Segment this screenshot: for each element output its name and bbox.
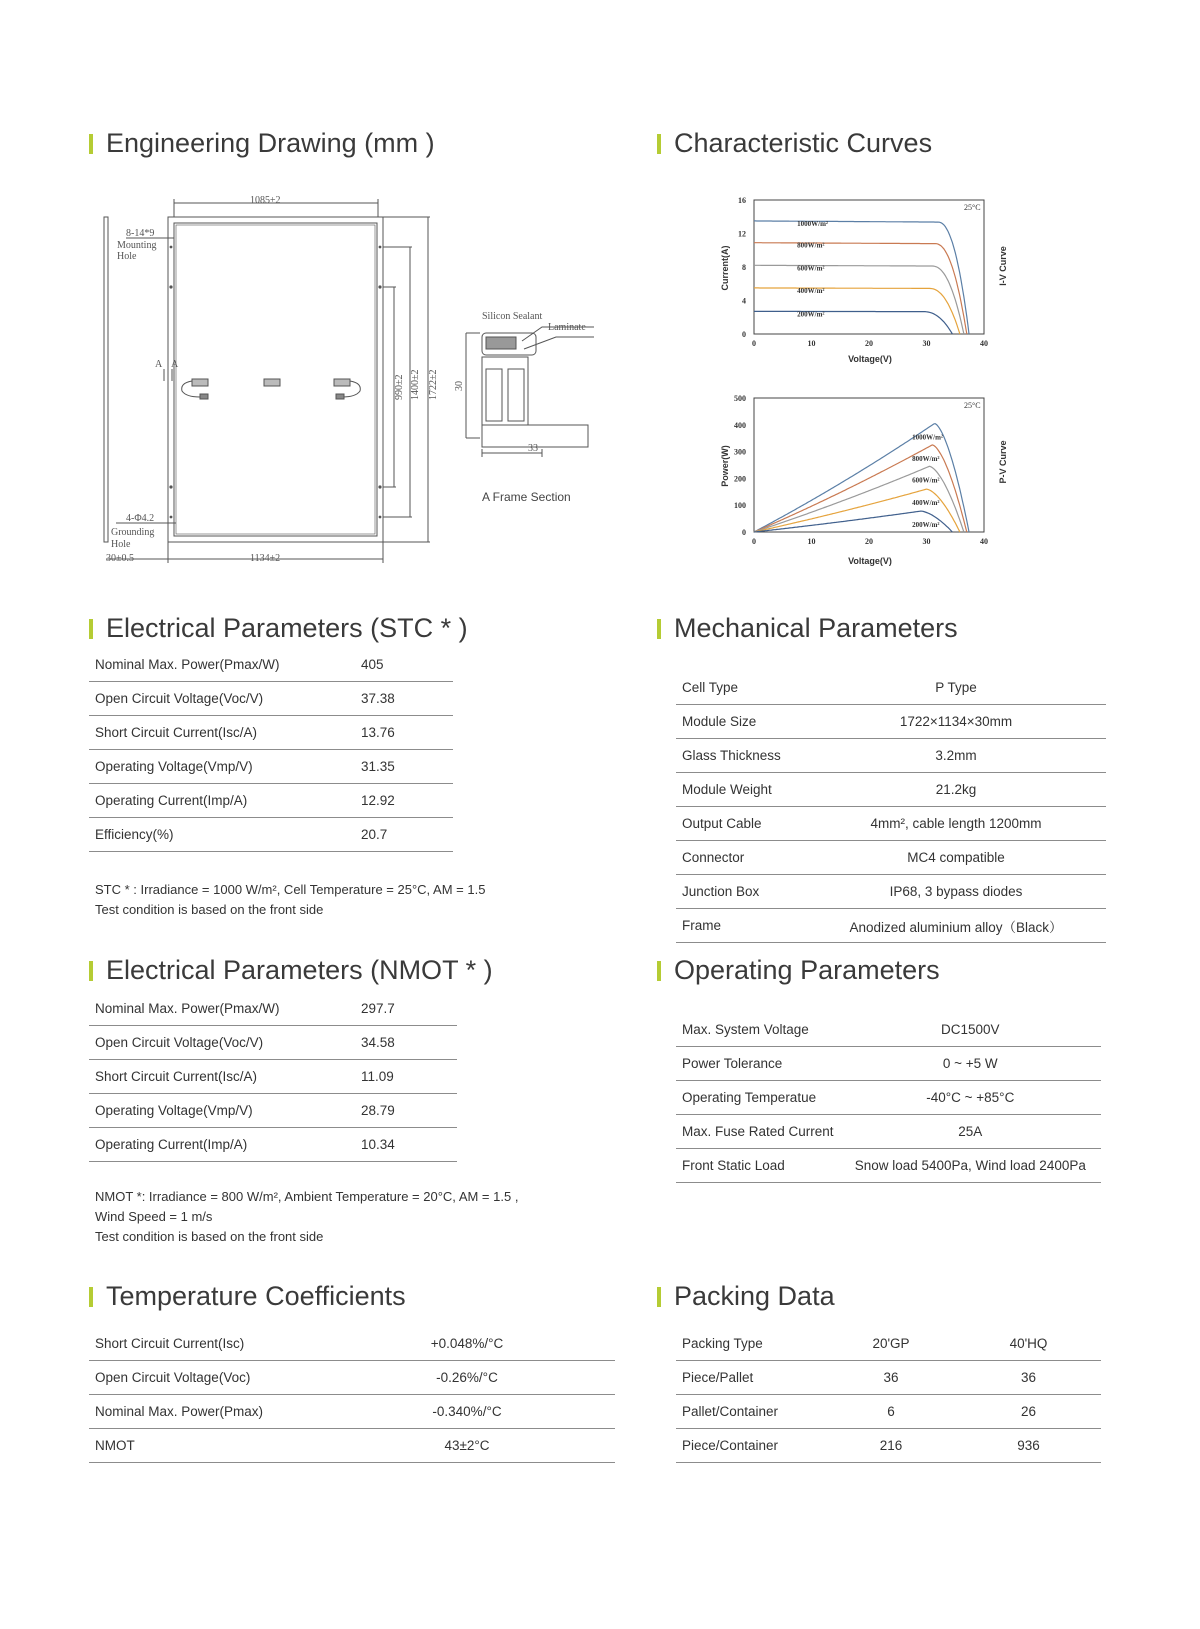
temperature-row-value: -0.26%/°C — [319, 1361, 615, 1395]
operating-row-label: Front Static Load — [676, 1149, 840, 1183]
iv-series-label: 800W/m² — [797, 241, 825, 250]
pv-x-tick: 20 — [865, 537, 873, 546]
iv-series-line — [754, 221, 969, 334]
pv-x-tick: 40 — [980, 537, 988, 546]
pv-y-tick: 100 — [734, 501, 746, 511]
operating-row-label: Operating Temperatue — [676, 1081, 840, 1115]
stc-row-label: Efficiency(%) — [89, 818, 321, 852]
stc-table — [89, 648, 453, 852]
packing-row-label: Piece/Pallet — [676, 1361, 826, 1395]
stc-row — [89, 648, 453, 682]
operating-row — [676, 1047, 1101, 1081]
stc-row — [89, 750, 453, 784]
nmot-row-value: 34.58 — [321, 1026, 457, 1060]
temperature-row — [89, 1361, 615, 1395]
iv-side-label: I-V Curve — [998, 246, 1008, 286]
stc-row-label: Open Circuit Voltage(Voc/V) — [89, 682, 321, 716]
nmot-row — [89, 1026, 457, 1060]
mounting-hole-label-b: Mounting — [117, 240, 157, 251]
pv-series-label: 600W/m² — [912, 476, 940, 485]
temperature-row-label: NMOT — [89, 1429, 319, 1463]
section-marker-a-left: A — [155, 359, 163, 370]
iv-x-tick: 20 — [865, 339, 873, 348]
mechanical-row-value: 1722×1134×30mm — [806, 705, 1106, 739]
iv-x-tick: 0 — [752, 339, 756, 348]
nmot-row-value: 11.09 — [321, 1060, 457, 1094]
pv-x-tick: 0 — [752, 537, 756, 546]
operating-table — [676, 1013, 1101, 1183]
operating-row-value: -40°C ~ +85°C — [840, 1081, 1101, 1115]
pv-y-tick: 500 — [734, 394, 746, 403]
pv-y-tick: 300 — [734, 447, 746, 457]
packing-row-label: Pallet/Container — [676, 1395, 826, 1429]
mounting-hole-label-a: 8-14*9 — [126, 228, 155, 239]
nmot-row-label: Operating Voltage(Vmp/V) — [89, 1094, 321, 1128]
iv-y-tick: 4 — [742, 296, 746, 306]
iv-temp-label: 25°C — [964, 203, 981, 212]
grounding-hole-label-a: 4-Φ4.2 — [126, 513, 155, 524]
frame-30-label: 30 — [454, 381, 465, 391]
dim-30-label: 30±0.5 — [106, 553, 134, 564]
nmot-row-label: Nominal Max. Power(Pmax/W) — [89, 992, 321, 1026]
mechanical-row-value: Anodized aluminium alloy（Black） — [806, 909, 1106, 943]
packing-row — [676, 1429, 1101, 1463]
temperature-row-value: +0.048%/°C — [319, 1327, 615, 1361]
pv-temp-label: 25°C — [964, 401, 981, 410]
temperature-row-value: -0.340%/°C — [319, 1395, 615, 1429]
packing-row — [676, 1395, 1101, 1429]
stc-note-line-1: STC * : Irradiance = 1000 W/m², Cell Temperature = 25°C, AM = 1.5 — [95, 882, 486, 897]
iv-series-label: 600W/m² — [797, 264, 825, 273]
stc-row — [89, 784, 453, 818]
pv-x-tick: 10 — [807, 537, 816, 546]
temperature-row — [89, 1395, 615, 1429]
iv-xlabel: Voltage(V) — [848, 354, 892, 364]
operating-row-label: Max. System Voltage — [676, 1013, 840, 1047]
iv-y-tick: 0 — [742, 330, 746, 339]
packing-row-label: Packing Type — [676, 1327, 826, 1361]
nmot-row — [89, 1060, 457, 1094]
dim-1722-label: 1722±2 — [428, 369, 439, 400]
iv-y-tick: 8 — [742, 263, 746, 272]
frame-laminate-label: Laminate — [548, 322, 586, 333]
characteristic-curves-title: Characteristic Curves — [657, 127, 932, 159]
iv-series-label: 400W/m² — [797, 286, 825, 295]
stc-row-value: 13.76 — [321, 716, 453, 750]
nmot-row-label: Open Circuit Voltage(Voc/V) — [89, 1026, 321, 1060]
nmot-row — [89, 1094, 457, 1128]
nmot-row — [89, 1128, 457, 1162]
frame-sealant-label: Silicon Sealant — [482, 311, 543, 322]
mechanical-row-label: Output Cable — [676, 807, 806, 841]
packing-table — [676, 1327, 1101, 1463]
pv-y-tick: 0 — [742, 528, 746, 537]
iv-series-line — [754, 311, 952, 334]
iv-plot-frame — [754, 200, 984, 334]
mechanical-row — [676, 807, 1106, 841]
nmot-note-line-3: Test condition is based on the front side — [95, 1229, 324, 1244]
mechanical-row — [676, 739, 1106, 773]
stc-row — [89, 818, 453, 852]
operating-row-value: DC1500V — [840, 1013, 1101, 1047]
nmot-table — [89, 992, 457, 1162]
nmot-row-value: 10.34 — [321, 1128, 457, 1162]
pv-series-label: 200W/m² — [912, 521, 940, 530]
iv-y-tick: 12 — [738, 229, 746, 239]
frame-33-label: 33 — [528, 443, 538, 454]
mechanical-row-value: IP68, 3 bypass diodes — [806, 875, 1106, 909]
packing-row — [676, 1361, 1101, 1395]
packing-row-value: 36 — [956, 1361, 1101, 1395]
iv-x-tick: 40 — [980, 339, 988, 348]
mechanical-row-label: Module Weight — [676, 773, 806, 807]
engineering-drawing — [96, 195, 616, 595]
pv-series-label: 400W/m² — [912, 499, 940, 508]
nmot-row-label: Short Circuit Current(Isc/A) — [89, 1060, 321, 1094]
mechanical-row-label: Module Size — [676, 705, 806, 739]
iv-series-label: 200W/m² — [797, 310, 825, 319]
mechanical-row-label: Glass Thickness — [676, 739, 806, 773]
stc-row-label: Short Circuit Current(Isc/A) — [89, 716, 321, 750]
side-profile — [104, 217, 108, 542]
dim-bottom-label: 1134±2 — [250, 553, 281, 564]
stc-row-label: Operating Voltage(Vmp/V) — [89, 750, 321, 784]
mechanical-row — [676, 773, 1106, 807]
iv-x-tick: 30 — [922, 339, 931, 348]
mechanical-row-label: Cell Type — [676, 671, 806, 705]
stc-row-label: Operating Current(Imp/A) — [89, 784, 321, 818]
mechanical-row — [676, 841, 1106, 875]
packing-row-value: 6 — [826, 1395, 956, 1429]
mechanical-table — [676, 671, 1106, 943]
stc-row-value: 20.7 — [321, 818, 453, 852]
operating-row — [676, 1081, 1101, 1115]
stc-row — [89, 716, 453, 750]
stc-row — [89, 682, 453, 716]
temperature-row-label: Nominal Max. Power(Pmax) — [89, 1395, 319, 1429]
mechanical-row — [676, 909, 1106, 943]
pv-y-tick: 400 — [734, 420, 746, 430]
mechanical-row-label: Junction Box — [676, 875, 806, 909]
iv-ylabel: Current(A) — [720, 245, 730, 291]
mechanical-row — [676, 875, 1106, 909]
temperature-row — [89, 1327, 615, 1361]
iv-y-tick: 16 — [738, 196, 746, 205]
grounding-hole-label-b: Grounding — [111, 527, 155, 538]
stc-row-label: Nominal Max. Power(Pmax/W) — [89, 648, 321, 682]
nmot-row — [89, 992, 457, 1026]
nmot-note — [95, 1187, 518, 1247]
dim-990-label: 990±2 — [394, 374, 405, 400]
packing-row-value: 40'HQ — [956, 1327, 1101, 1361]
packing-title: Packing Data — [657, 1280, 835, 1312]
pv-ylabel: Power(W) — [720, 445, 730, 487]
nmot-title: Electrical Parameters (NMOT * ) — [89, 954, 493, 986]
temperature-row-value: 43±2°C — [319, 1429, 615, 1463]
grounding-hole-label-c: Hole — [111, 539, 131, 550]
nmot-note-line-2: Wind Speed = 1 m/s — [95, 1209, 213, 1224]
section-marker-a-right: A — [171, 359, 179, 370]
nmot-row-value: 28.79 — [321, 1094, 457, 1128]
stc-note — [95, 880, 485, 920]
pv-y-tick: 200 — [734, 474, 746, 484]
pv-x-tick: 30 — [922, 537, 931, 546]
operating-row-value: 0 ~ +5 W — [840, 1047, 1101, 1081]
operating-row — [676, 1115, 1101, 1149]
iv-series-line — [754, 265, 964, 334]
nmot-note-line-1: NMOT *: Irradiance = 800 W/m², Ambient Temperature = 20°C, AM = 1.5 , — [95, 1189, 519, 1204]
mechanical-row-value: P Type — [806, 671, 1106, 705]
iv-x-tick: 10 — [807, 339, 816, 348]
mechanical-row — [676, 671, 1106, 705]
mechanical-title: Mechanical Parameters — [657, 612, 958, 644]
nmot-row-value: 297.7 — [321, 992, 457, 1026]
stc-row-value: 37.38 — [321, 682, 453, 716]
packing-row — [676, 1327, 1101, 1361]
packing-row-value: 936 — [956, 1429, 1101, 1463]
mechanical-row-value: 3.2mm — [806, 739, 1106, 773]
temperature-row-label: Short Circuit Current(Isc) — [89, 1327, 319, 1361]
nmot-row-label: Operating Current(Imp/A) — [89, 1128, 321, 1162]
operating-row-value: Snow load 5400Pa, Wind load 2400Pa — [840, 1149, 1101, 1183]
temperature-row-label: Open Circuit Voltage(Voc) — [89, 1361, 319, 1395]
operating-row-label: Power Tolerance — [676, 1047, 840, 1081]
packing-row-value: 26 — [956, 1395, 1101, 1429]
temperature-row — [89, 1429, 615, 1463]
pv-series-label: 800W/m² — [912, 454, 940, 463]
mechanical-row-value: MC4 compatible — [806, 841, 1106, 875]
pv-side-label: P-V Curve — [998, 440, 1008, 484]
mechanical-row-value: 4mm², cable length 1200mm — [806, 807, 1106, 841]
pv-curve-chart — [720, 390, 1060, 580]
dim-top-label: 1085±2 — [250, 195, 281, 206]
engineering-drawing-title: Engineering Drawing (mm ) — [89, 127, 435, 159]
stc-title: Electrical Parameters (STC * ) — [89, 612, 468, 644]
iv-curve-chart — [720, 190, 1060, 380]
packing-row-value: 36 — [826, 1361, 956, 1395]
mechanical-row — [676, 705, 1106, 739]
pv-xlabel: Voltage(V) — [848, 556, 892, 566]
operating-row-value: 25A — [840, 1115, 1101, 1149]
packing-row-label: Piece/Container — [676, 1429, 826, 1463]
mechanical-row-label: Frame — [676, 909, 806, 943]
temperature-title: Temperature Coefficients — [89, 1280, 406, 1312]
stc-row-value: 12.92 — [321, 784, 453, 818]
frame-section-label: A Frame Section — [482, 490, 571, 504]
operating-row-label: Max. Fuse Rated Current — [676, 1115, 840, 1149]
stc-row-value: 405 — [321, 648, 453, 682]
operating-title: Operating Parameters — [657, 954, 940, 986]
iv-series-label: 1000W/m² — [797, 219, 828, 228]
mounting-hole-label-c: Hole — [117, 251, 137, 262]
operating-row — [676, 1013, 1101, 1047]
mechanical-row-value: 21.2kg — [806, 773, 1106, 807]
temperature-table — [89, 1327, 615, 1463]
mechanical-row-label: Connector — [676, 841, 806, 875]
stc-note-line-2: Test condition is based on the front side — [95, 902, 324, 917]
dim-1400-label: 1400±2 — [410, 369, 421, 400]
stc-row-value: 31.35 — [321, 750, 453, 784]
packing-row-value: 216 — [826, 1429, 956, 1463]
packing-row-value: 20'GP — [826, 1327, 956, 1361]
pv-series-label: 1000W/m² — [912, 433, 943, 442]
operating-row — [676, 1149, 1101, 1183]
